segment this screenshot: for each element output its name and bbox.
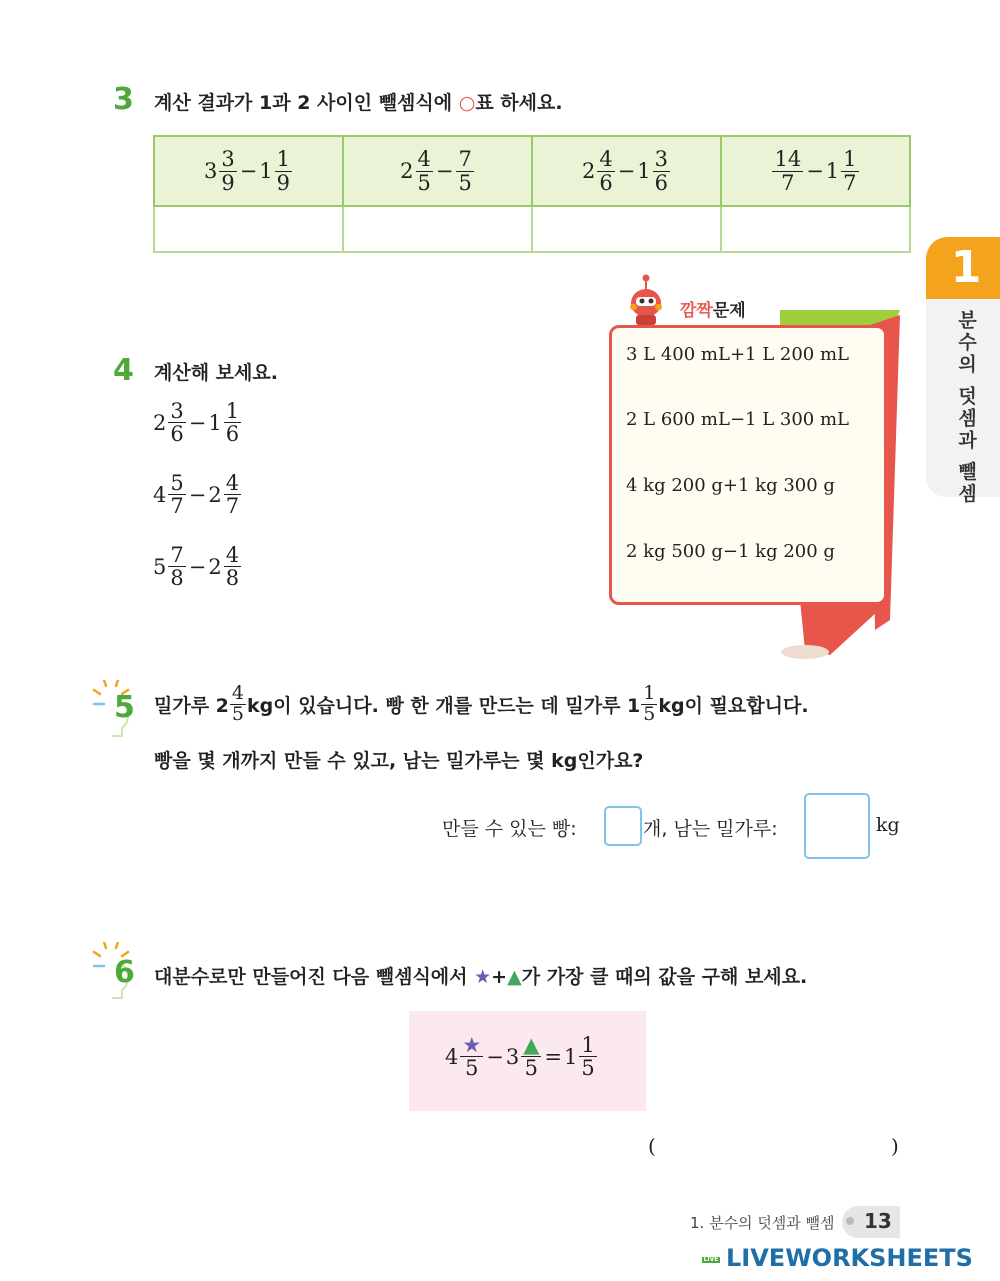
whole-number: 2 [400,159,414,183]
chapter-number: 1 [926,237,1000,299]
footer-chapter: 1. 분수의 덧셈과 뺄셈 [690,1214,835,1232]
fraction [224,544,241,589]
fraction-denominator: 5 [417,170,431,195]
q3-expr-cell [532,136,721,206]
whole-number: 3 [505,1044,520,1069]
q6-answer-field[interactable] [662,1130,887,1162]
fraction-denominator: 7 [225,494,240,519]
q3-answer-cell[interactable] [532,206,721,252]
q3-number: 3 [113,82,134,117]
fraction-numerator: 7 [458,147,472,172]
whole-number: 1 [825,159,840,183]
q4-expression [153,400,242,445]
q5-line1 [154,684,809,725]
fraction-numerator: 4 [225,471,240,495]
fraction [416,148,433,193]
fraction-denominator: 5 [231,702,244,725]
badge-word-2: 문제 [712,301,746,321]
fraction [597,148,614,193]
star-fraction [460,1034,483,1079]
fraction [653,148,670,193]
q4-expression [153,544,242,589]
q5-text-b: kg이 있습니다. 빵 한 개를 만드는 데 밀가루 1 [247,694,641,717]
whole-number: 1 [637,159,651,183]
fraction-numerator: 1 [643,682,656,704]
equals-symbol: = [544,1044,562,1069]
surprise-badge [680,296,746,321]
fraction [841,148,858,193]
fraction-numerator: 1 [843,147,857,172]
fraction-numerator: 1 [225,399,240,423]
fraction-numerator: 5 [170,471,184,495]
q6-instruction [154,962,807,989]
q3-answer-cell[interactable] [154,206,343,252]
surprise-line: 2 kg 500 g−1 kg 200 g [626,541,835,562]
fraction-numerator: 7 [170,543,184,567]
fraction-denominator: 7 [843,170,857,195]
q5-answer-label-2: 개, 남는 밀가루: [643,818,778,840]
fraction-denominator: 5 [643,702,656,725]
q3-expr-cell [343,136,532,206]
q3-text-after: 표 하세요. [475,92,563,114]
plus-symbol: + [491,966,508,988]
mascot-icon [630,275,662,326]
fraction-denominator: 9 [221,170,235,195]
whole-number: 1 [208,410,222,435]
fraction-denominator: 6 [599,170,613,195]
minus-symbol: − [435,159,454,183]
whole-number: 3 [203,159,218,183]
fraction-denominator: 6 [225,422,240,447]
q3-answer-cell[interactable] [721,206,910,252]
q6-equation [445,1034,598,1079]
surprise-line: 3 L 400 mL+1 L 200 mL [626,344,849,365]
q4-instruction: 계산해 보세요. [154,362,278,384]
whole-number: 5 [153,554,167,579]
fraction-numerator: 3 [221,147,235,172]
minus-symbol: − [188,554,207,579]
page-number: 13 [864,1209,892,1233]
fraction-denominator: 5 [465,1056,479,1081]
whole-number: 4 [153,482,167,507]
chapter-title: 분수의 덧셈과 뺄셈 [955,310,977,506]
q6-number: 6 [114,955,135,990]
q5-text-a: 밀가루 2 [154,694,229,717]
fraction [224,400,241,445]
triangle-icon: ▲ [523,1033,540,1057]
fraction-denominator: 5 [581,1056,595,1081]
fraction-denominator: 6 [170,422,184,447]
fraction [275,148,292,193]
whole-number: 4 [445,1044,459,1069]
circle-symbol: ○ [458,92,476,114]
badge-word-1: 깜짝 [680,301,713,321]
whole-number: 1 [259,159,273,183]
fraction-denominator: 9 [276,170,291,195]
whole-number: 2 [153,410,167,435]
fraction-denominator: 7 [781,170,795,195]
q6-text-b: 가 가장 클 때의 값을 구해 보세요. [521,966,808,988]
whole-number: 2 [208,482,222,507]
triangle-icon: ▲ [507,966,522,988]
surprise-box [609,325,887,605]
fraction [219,148,236,193]
bread-count-input[interactable] [604,806,642,846]
q3-table [153,135,911,253]
fraction [168,400,185,445]
fraction-numerator: 4 [417,147,431,172]
whole-number: 1 [563,1044,578,1069]
fraction-numerator: 1 [581,1033,595,1057]
fraction-denominator: 6 [654,170,669,195]
q5-fraction-1 [230,684,246,725]
fraction-numerator: 4 [231,682,244,704]
q3-expr-cell [154,136,343,206]
q4-expression [153,472,242,517]
fraction [456,148,473,193]
fraction-numerator: 3 [654,147,669,172]
q5-answer-label-1: 만들 수 있는 빵: [442,818,577,840]
q3-instruction [154,88,563,115]
q4-number: 4 [113,353,134,388]
fraction-denominator: 5 [524,1056,538,1081]
whole-number: 2 [208,554,222,579]
fraction [168,544,185,589]
fraction-numerator: 4 [599,147,613,172]
brand-name: LIVEWORKSHEETS [726,1244,973,1272]
q5-number: 5 [114,690,135,725]
fraction-numerator: 3 [170,399,184,423]
fraction [168,472,185,517]
fraction-numerator: 14 [774,147,802,172]
q5-answer-unit: kg [876,814,900,836]
q6-text-a: 대분수로만 만들어진 다음 뺄셈식에서 [154,966,475,988]
q5-text-c: kg이 필요합니다. [658,694,809,717]
q3-answer-cell[interactable] [343,206,532,252]
result-fraction [579,1034,596,1079]
whole-number: 2 [581,159,596,183]
minus-symbol: − [239,159,258,183]
star-icon: ★ [474,966,492,988]
fraction [224,472,241,517]
dot-icon [846,1217,854,1225]
fraction-denominator: 5 [458,170,472,195]
fraction-denominator: 7 [170,494,184,519]
fraction [772,148,803,193]
remaining-flour-input[interactable] [804,793,870,859]
triangle-fraction [521,1034,541,1079]
surprise-line: 4 kg 200 g+1 kg 300 g [626,475,835,496]
star-icon: ★ [462,1033,482,1057]
minus-symbol: − [486,1044,504,1069]
brand-logo-icon [698,1246,724,1274]
fraction-denominator: 8 [225,566,240,591]
fraction-numerator: 1 [276,147,291,172]
q3-expr-cell [721,136,910,206]
brand-logo-text: LIVE [703,1255,719,1263]
minus-symbol: − [617,159,636,183]
q5-line2: 빵을 몇 개까지 만들 수 있고, 남는 밀가루는 몇 kg인가요? [154,750,644,772]
q5-fraction-2 [641,684,657,725]
ribbon-shadow [781,645,829,659]
minus-symbol: − [188,410,207,435]
surprise-line: 2 L 600 mL−1 L 300 mL [626,409,849,430]
answer-paren-close: ) [891,1134,899,1158]
answer-paren-open: ( [648,1134,656,1158]
q3-text-before: 계산 결과가 1과 2 사이인 뺄셈식에 [154,92,459,114]
fraction-denominator: 8 [170,566,184,591]
fraction-numerator: 4 [225,543,240,567]
minus-symbol: − [806,159,824,183]
minus-symbol: − [188,482,207,507]
